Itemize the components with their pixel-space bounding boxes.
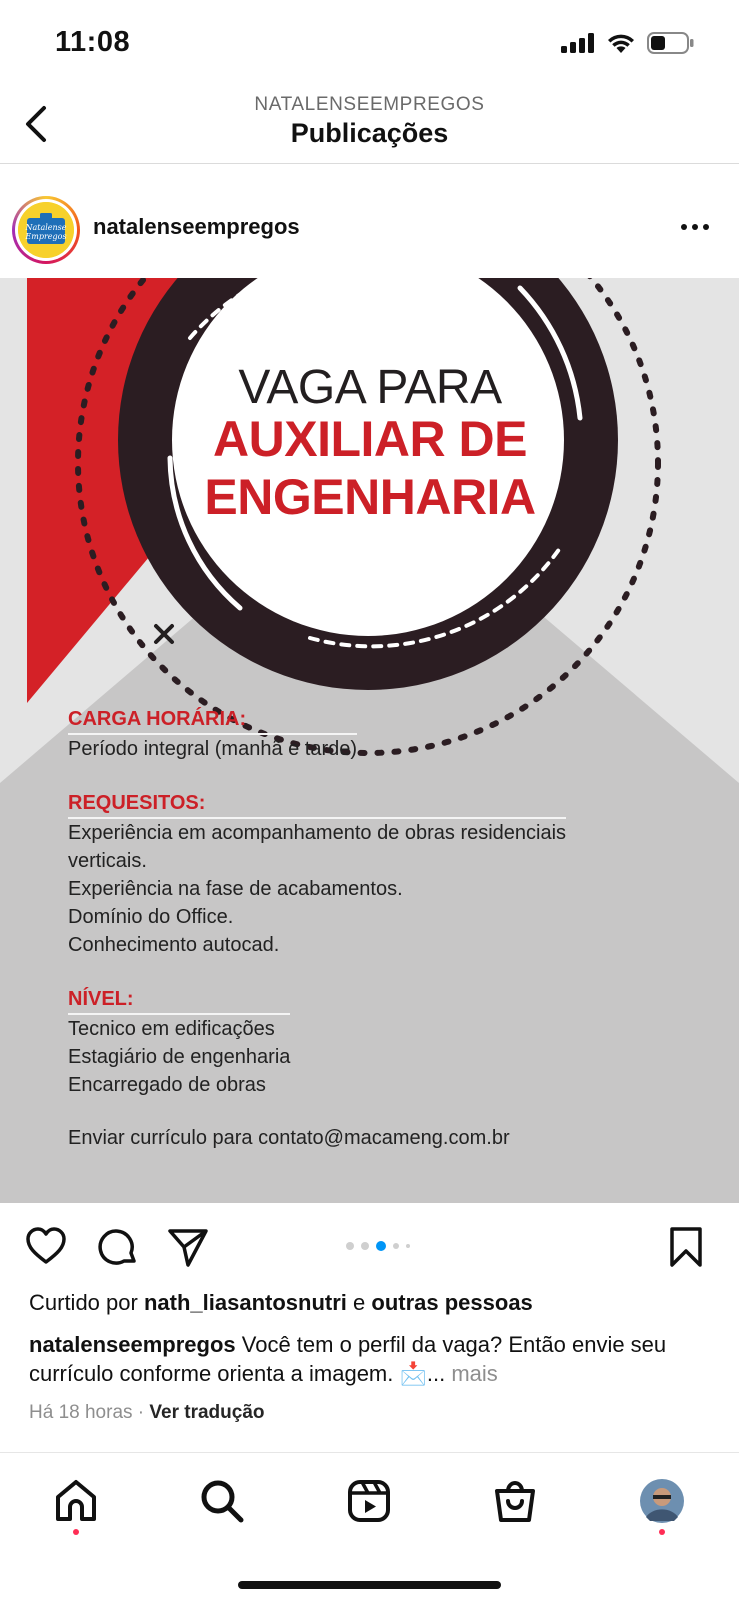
status-icons	[561, 32, 695, 54]
status-time: 11:08	[55, 26, 131, 58]
heart-icon[interactable]	[24, 1225, 68, 1269]
post-meta: Há 18 horas · Ver tradução	[29, 1402, 265, 1423]
svg-text:Natalense: Natalense	[25, 223, 67, 232]
home-indicator	[238, 1581, 501, 1589]
section-requisitos: REQUESITOS: Experiência em acompanhamento de obras residenciais verticais. Experiência na fase de acabamentos. Domínio do Office. Conhecimento autocad.	[68, 792, 567, 956]
comment-icon[interactable]	[96, 1225, 140, 1269]
carousel-dot	[393, 1243, 399, 1249]
reels-icon[interactable]	[345, 1477, 393, 1525]
bottom-tab-bar	[0, 1452, 739, 1600]
post-author-row	[0, 192, 739, 272]
home-notification-dot	[73, 1529, 79, 1535]
post-headline-2: AUXILIAR DE ENGENHARIA	[204, 411, 536, 525]
profile-notification-dot	[659, 1529, 665, 1535]
carousel-dot	[361, 1242, 369, 1250]
post-actions	[0, 1203, 739, 1283]
post-timestamp: Há 18 horas	[29, 1402, 133, 1423]
post-headline-1: VAGA PARA	[238, 361, 502, 414]
liked-by-user[interactable]: nath_liasantosnutri	[143, 1290, 347, 1315]
carousel-dot	[406, 1244, 410, 1248]
svg-text:Empregos: Empregos	[25, 232, 67, 241]
section-carga-horaria: CARGA HORÁRIA: Período integral (manhã e tarde)	[68, 708, 358, 760]
profile-avatar[interactable]	[638, 1477, 686, 1525]
bookmark-icon[interactable]	[664, 1225, 708, 1269]
search-icon[interactable]	[198, 1477, 246, 1525]
section-nivel: NÍVEL: Tecnico em edificações Estagiário de engenharia Encarregado de obras	[68, 988, 291, 1096]
share-icon[interactable]	[166, 1225, 210, 1269]
more-options-icon[interactable]	[675, 212, 715, 242]
page-title: Publicações	[290, 118, 449, 148]
status-bar	[0, 0, 739, 90]
post-caption: natalenseempregos Você tem o perfil da vaga? Então envie seu currículo conforme orienta a imagem. 📩... mais	[29, 1332, 667, 1386]
author-username[interactable]: natalenseempregos	[93, 214, 300, 239]
see-translation-link[interactable]: Ver tradução	[149, 1402, 265, 1423]
caption-more-link[interactable]: mais	[451, 1361, 498, 1386]
home-icon[interactable]	[52, 1477, 100, 1525]
header-account-name: NATALENSEEMPREGOS	[254, 94, 485, 115]
carousel-dot-active	[376, 1241, 386, 1251]
cellular-signal-icon	[561, 33, 595, 53]
top-header	[0, 90, 739, 164]
shop-icon[interactable]	[491, 1477, 539, 1525]
caption-username[interactable]: natalenseempregos	[29, 1332, 236, 1357]
carousel-dot	[346, 1242, 354, 1250]
wifi-icon	[607, 33, 635, 54]
liked-by-others[interactable]: outras pessoas	[371, 1290, 533, 1315]
battery-icon	[647, 32, 695, 54]
likes-summary[interactable]: Curtido por nath_liasantosnutri e outras pessoas	[29, 1290, 533, 1315]
post-image[interactable]	[0, 278, 739, 1203]
author-avatar[interactable]	[12, 196, 80, 264]
caption-text: Você tem o perfil da vaga? Então envie seu currículo conforme orienta a imagem. 📩	[29, 1332, 667, 1386]
contact-line: Enviar currículo para contato@macameng.com.br	[68, 1127, 510, 1149]
avatar-logo	[18, 202, 74, 258]
carousel-indicator	[346, 1241, 410, 1251]
